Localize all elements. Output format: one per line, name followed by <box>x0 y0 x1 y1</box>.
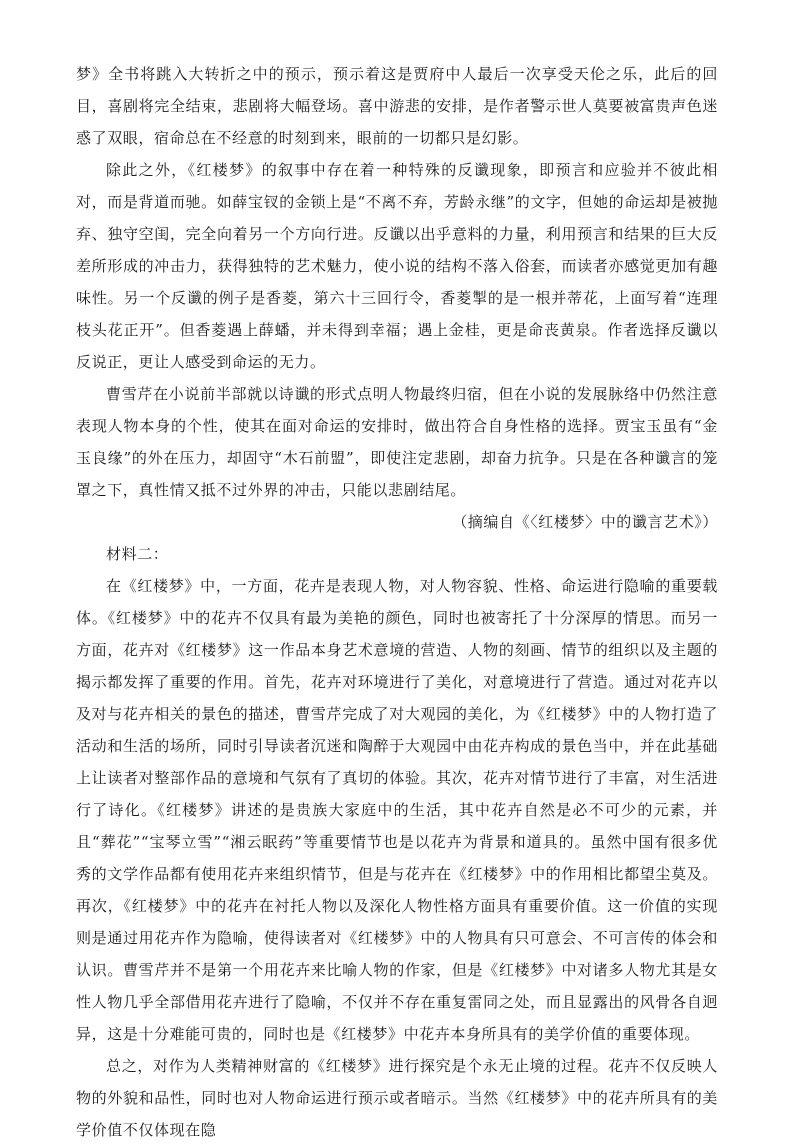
source-note: （摘编自《〈红楼梦〉中的谶言艺术》） <box>452 513 718 531</box>
paragraph-3: 曹雪芹在小说前半部就以诗谶的形式点明人物最终归宿，但在小说的发展脉络中仍然注意表现人物本身的个性，使其在面对命运的安排时，做出符合自身性格的选择。贾宝玉虽有“金玉良缘”的外在压力，却固守“木石前盟”，即使注定悲剧，却奋力抗争。只是在各种谶言的笼罩之下，真性情又抵不过外界的冲击，只能以悲剧结尾。 <box>76 385 718 499</box>
paragraph-2: 除此之外，《红楼梦》的叙事中存在着一种特殊的反谶现象，即预言和应验并不彼此相对，而是背道而驰。如薛宝钗的金锁上是“不离不弃，芳龄永继”的文字，但她的命运却是被抛弃、独守空闺，完全向着另一个方向行进。反谶以出乎意料的力量，利用预言和结果的巨大反差所形成的冲击力，获得独特的艺术魅力，使小说的结构不落入俗套，而读者亦感觉更加有趣味性。另一个反谶的例子是香菱，第六十三回行令，香菱掣的是一根并蒂花，上面写着“连理枝头花正开”。但香菱遇上薛蟠，并未得到幸福；遇上金桂，更是命丧黄泉。作者选择反谶以反说正，更让人感受到命运的无力。 <box>76 161 718 371</box>
material-two-label: 材料二： <box>106 545 169 563</box>
document-page <box>76 58 718 1146</box>
paragraph-1: 梦》全书将跳入大转折之中的预示，预示着这是贾府中人最后一次享受天伦之乐，此后的回目，喜剧将完全结束，悲剧将大幅登场。喜中游悲的安排，是作者警示世人莫要被富贵声色迷惑了双眼，宿命总在不经意的时刻到来，眼前的一切都只是幻影。 <box>76 65 718 147</box>
material-two-paragraph-2: 总之，对作为人类精神财富的《红楼梦》进行探究是个永无止境的过程。花卉不仅反映人物的外貌和品性，同时也对人物命运进行预示或者暗示。当然《红楼梦》中的花卉所具有的美学价值不仅体现在隐 <box>76 1057 718 1139</box>
material-two-paragraph-1: 在《红楼梦》中，一方面，花卉是表现人物，对人物容貌、性格、命运进行隐喻的重要载体。《红楼梦》中的花卉不仅具有最为美艳的颜色，同时也被寄托了十分深厚的情思。而另一方面，花卉对《红楼梦》这一作品本身艺术意境的营造、人物的刻画、情节的组织以及主题的揭示都发挥了重要的作用。首先，花卉对环境进行了美化，对意境进行了营造。通过对花卉以及对与花卉相关的景色的描述，曹雪芹完成了对大观园的美化，为《红楼梦》中的人物打造了活动和生活的场所，同时引导读者沉迷和陶醉于大观园中由花卉构成的景色当中，并在此基础上让读者对整部作品的意境和气氛有了真切的体验。其次，花卉对情节进行了丰富，对生活进行了诗化。《红楼梦》讲述的是贵族大家庭中的生活，其中花卉自然是必不可少的元素，并且“葬花”“宝琴立雪”“湘云眠药”等重要情节也是以花卉为背景和道具的。虽然中国有很多优秀的文学作品都有使用花卉来组织情节，但是与花卉在《红楼梦》中的作用相比都望尘莫及。再次，《红楼梦》中的花卉在衬托人物以及深化人物性格方面具有重要价值。这一价值的实现则是通过用花卉作为隐喻，使得读者对《红楼梦》中的人物具有只可意会、不可言传的体会和认识。曹雪芹并不是第一个用花卉来比喻人物的作家，但是《红楼梦》中对诸多人物尤其是女性人物几乎全部借用花卉进行了隐喻，不仅并不存在重复雷同之处，而且显露出的风骨各自迥异，这是十分难能可贵的，同时也是《红楼梦》中花卉本身所具有的美学价值的重要体现。 <box>76 577 718 1043</box>
